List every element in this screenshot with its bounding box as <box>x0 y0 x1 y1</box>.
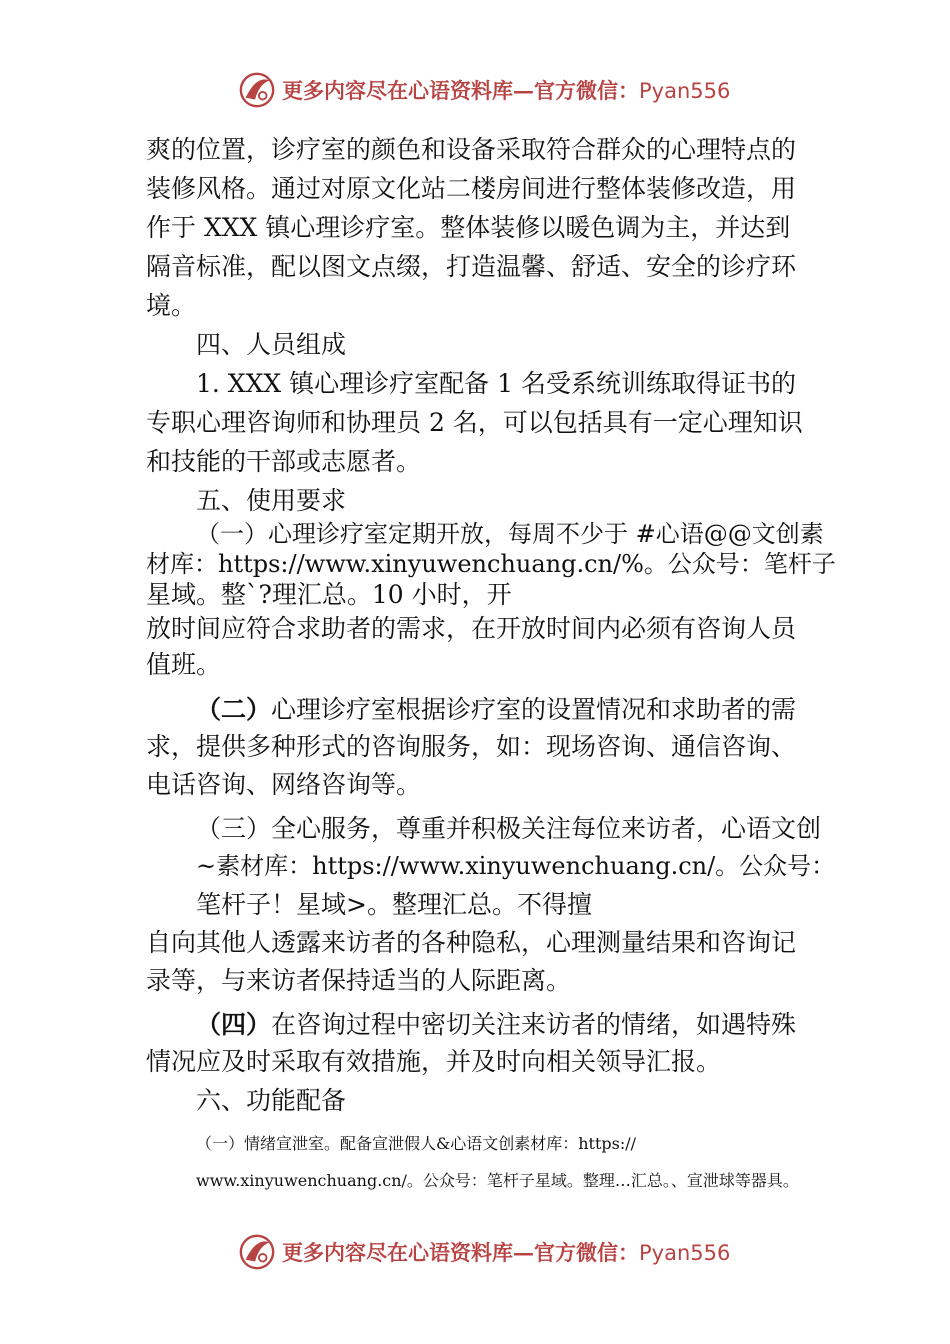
banner-text: 更多内容尽在心语资料库—官方微信：Pyan556 <box>282 1240 731 1265</box>
paragraph-line: 情况应及时采取有效措施，并及时向相关领导汇报。 <box>146 1047 722 1076</box>
paragraph-line: 放时间应符合求助者的需求，在开放时间内必须有咨询人员 <box>146 614 797 643</box>
brand-logo-icon <box>238 71 276 109</box>
section-heading-5: 五、使用要求 <box>196 486 347 515</box>
paragraph-line: （二）心理诊疗室根据诊疗室的设置情况和求助者的需 <box>196 695 797 724</box>
paragraph-line: 笔杆子！星域>。整理汇总。不得擅 <box>196 890 592 919</box>
paragraph-line-small: www.xinyuwenchuang.cn/。公众号：笔杆子星域。整理…汇总。、宣泄球等器具。 <box>196 1171 799 1190</box>
paragraph-line: 隔音标准，配以图文点缀，打造温馨、舒适、安全的诊疗环 <box>146 252 797 281</box>
paragraph-line: 和技能的干部或志愿者。 <box>146 447 422 476</box>
brand-logo-icon <box>238 1233 276 1271</box>
banner-text: 更多内容尽在心语资料库—官方微信：Pyan556 <box>282 78 731 103</box>
banner-wechat-id: Pyan556 <box>639 1241 731 1265</box>
paragraph-line: 材库：https://www.xinyuwenchuang.cn/%。公众号：笔杆子 <box>146 550 836 578</box>
paragraph-line: 值班。 <box>146 650 222 679</box>
list-marker: （四） <box>196 1010 272 1039</box>
paragraph-line: 录等，与来访者保持适当的人际距离。 <box>146 966 572 995</box>
section-heading-6: 六、功能配备 <box>196 1086 347 1115</box>
paragraph-line: 星域。整`?理汇总。10 小时，开 <box>146 580 512 609</box>
list-marker: （二） <box>196 695 272 724</box>
paragraph-line: 装修风格。通过对原文化站二楼房间进行整体装修改造，用 <box>146 174 797 203</box>
paragraph-line: 自向其他人透露来访者的各种隐私，心理测量结果和咨询记 <box>146 928 797 957</box>
paragraph-line: 电话咨询、网络咨询等。 <box>146 770 422 799</box>
paragraph-line: 1. XXX 镇心理诊疗室配备 1 名受系统训练取得证书的 <box>196 369 796 398</box>
paragraph-line: 境。 <box>146 291 197 320</box>
paragraph-line: （三）全心服务，尊重并积极关注每位来访者，心语文创 <box>196 814 822 843</box>
footer-banner <box>238 1232 730 1272</box>
paragraph-line: ~素材库：https://www.xinyuwenchuang.cn/。公众号： <box>196 852 836 880</box>
banner-wechat-id: Pyan556 <box>639 79 731 103</box>
paragraph-line: （四）在咨询过程中密切关注来访者的情绪，如遇特殊 <box>196 1010 797 1039</box>
paragraph-line-small: （一）情绪宣泄室。配备宣泄假人&心语文创素材库：https:// <box>196 1134 637 1153</box>
section-heading-4: 四、人员组成 <box>196 330 347 359</box>
header-banner <box>238 70 730 110</box>
paragraph-line: 爽的位置，诊疗室的颜色和设备采取符合群众的心理特点的 <box>146 135 797 164</box>
paragraph-line: （一）心理诊疗室定期开放，每周不少于 #心语@@文创素 <box>196 520 824 548</box>
paragraph-line: 求，提供多种形式的咨询服务，如：现场咨询、通信咨询、 <box>146 732 797 761</box>
paragraph-line: 作于 XXX 镇心理诊疗室。整体装修以暖色调为主，并达到 <box>146 213 791 242</box>
paragraph-line: 专职心理咨询师和协理员 2 名，可以包括具有一定心理知识 <box>146 408 803 437</box>
